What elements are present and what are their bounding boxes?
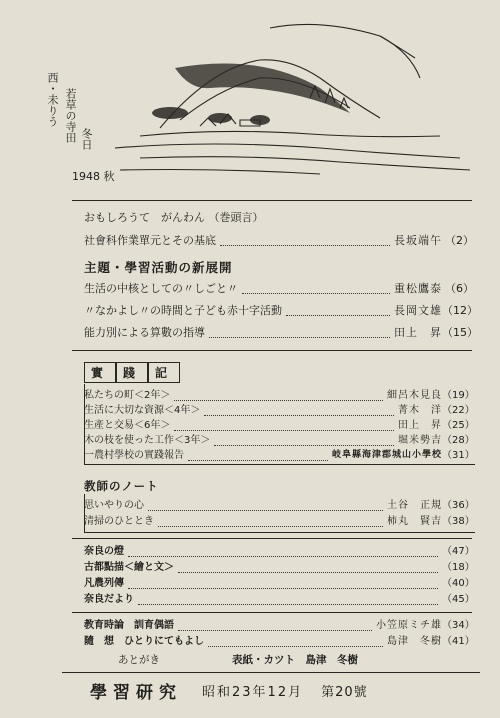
frontispiece-tag: （巻頭言）: [208, 211, 264, 224]
leader-dots: [214, 436, 394, 446]
toc-entry[interactable]: [84, 560, 474, 575]
issue-number: 第20號: [321, 684, 368, 700]
leader-dots: [174, 391, 383, 401]
leader-dots: [174, 421, 394, 431]
toc-entry[interactable]: [84, 403, 474, 418]
entry-title: 清掃のひととき: [84, 516, 154, 527]
theme-heading: 主題・學習活動の新展開: [84, 260, 233, 275]
entry-author: 土谷 正規: [387, 500, 442, 511]
entry-page: （34）: [442, 620, 475, 631]
jissen-heading: [84, 362, 180, 383]
entry-author: 重松鷹泰: [394, 282, 442, 295]
entry-title: 社會科作業單元とその基底: [84, 234, 216, 247]
entry-page: （45）: [442, 594, 475, 605]
sketch-inscription: [78, 128, 94, 150]
toc-entry[interactable]: [84, 498, 474, 513]
toc-entry[interactable]: [84, 388, 474, 403]
entry-title: 生產と交易＜6年＞: [84, 420, 171, 431]
entry-author: 長坂端午: [394, 234, 442, 247]
toc-entry[interactable]: [84, 618, 474, 633]
entry-author: 島津 冬樹: [387, 636, 442, 647]
inscription-line: 冬日: [80, 128, 93, 150]
leader-dots: [178, 563, 438, 573]
toc-entry[interactable]: [84, 514, 474, 529]
leader-dots: [178, 621, 372, 631]
toc-entry[interactable]: [84, 232, 474, 250]
jissen-char: 記: [148, 362, 180, 383]
sketch-inscription: [46, 72, 59, 127]
entry-page: （47）: [442, 546, 475, 557]
leader-dots: [158, 517, 383, 527]
toc-entry[interactable]: [84, 592, 474, 607]
entry-author: 細呂木見良: [387, 390, 442, 401]
leader-dots: [188, 451, 328, 461]
entry-author: 田上 昇: [394, 326, 442, 339]
entry-title: 生活に大切な資源＜4年＞: [84, 405, 201, 416]
toc-entry[interactable]: [84, 324, 478, 342]
toc-entry[interactable]: [84, 280, 474, 298]
entry-page: （25）: [442, 420, 475, 431]
entry-title: 私たちの町＜2年＞: [84, 390, 171, 401]
toc-entry[interactable]: [84, 544, 474, 559]
entry-page: （31）: [442, 450, 475, 461]
leader-dots: [204, 406, 394, 416]
entry-page: （12）: [442, 304, 478, 317]
inscription-line: 西・未りう: [46, 72, 59, 127]
entry-title: 奈良だより: [84, 594, 134, 605]
entry-page: （18）: [442, 562, 475, 573]
leader-dots: [242, 284, 390, 294]
leader-dots: [128, 579, 438, 589]
entry-author: 田上 昇: [398, 420, 442, 431]
entry-title: 古都點描＜繪と文＞: [84, 562, 174, 573]
divider: [72, 200, 472, 201]
notes-heading: 教師のノート: [84, 479, 159, 493]
sketch-inscription: [62, 88, 78, 143]
entry-page: （36）: [442, 500, 475, 511]
entry-page: （38）: [442, 516, 475, 527]
entry-page: （40）: [442, 578, 475, 589]
toc-entry[interactable]: [84, 433, 474, 448]
entry-author: 菁木 洋: [398, 405, 442, 416]
leader-dots: [209, 328, 390, 338]
toc-entry[interactable]: [84, 418, 474, 433]
entry-author: 柿丸 賢吉: [387, 516, 442, 527]
hillside-drawing-icon: [20, 8, 490, 193]
toc-entry[interactable]: [84, 634, 474, 649]
issue-date: 昭和23年12月: [202, 684, 304, 700]
entry-page: （6）: [445, 282, 474, 295]
entry-page: （28）: [442, 435, 475, 446]
entry-page: （22）: [442, 405, 475, 416]
entry-title: 木の枝を使った工作＜3年＞: [84, 435, 211, 446]
entry-title: 〃なかよし〃の時間と子ども赤十字活動: [84, 304, 282, 317]
toc-entry[interactable]: [84, 576, 474, 591]
jissen-char: 踐: [116, 362, 148, 383]
entry-page: （2）: [445, 234, 474, 247]
toc-entry[interactable]: [84, 302, 478, 320]
frontispiece-title: [84, 209, 264, 225]
divider: [72, 612, 472, 613]
landscape-sketch: [20, 8, 490, 193]
entry-title: 思いやりの心: [84, 500, 144, 511]
entry-page: （41）: [442, 636, 475, 647]
entry-page: （15）: [442, 326, 478, 339]
leader-dots: [208, 637, 383, 647]
entry-title: 能力別による算數の指導: [84, 326, 205, 339]
frontispiece-title-text: おもしろうて がんわん: [84, 211, 205, 224]
inscription-line: 若草の寺田: [64, 88, 77, 143]
leader-dots: [148, 501, 383, 511]
entry-page: （19）: [442, 390, 475, 401]
afterword-label: あとがき: [118, 654, 160, 666]
entry-author: 長岡文雄: [394, 304, 442, 317]
inscription-line: 1948 秋: [72, 170, 115, 183]
issue-footer: [62, 672, 480, 707]
sketch-inscription: [72, 168, 115, 184]
entry-title: 一農村學校の實踐報告: [84, 450, 184, 461]
entry-title: 隨 想 ひとりにてもよし: [84, 636, 204, 647]
magazine-title: 學習研究: [90, 682, 182, 703]
leader-dots: [220, 236, 390, 246]
entry-author: 岐阜縣海津郡城山小學校: [331, 450, 442, 460]
entry-author: 堀米勢吉: [398, 435, 442, 446]
toc-entry[interactable]: [84, 448, 474, 463]
leader-dots: [286, 306, 390, 316]
divider: [72, 350, 472, 351]
entry-title: 奈良の燈: [84, 546, 124, 557]
entry-author: 小笠原ミチ雄: [376, 620, 442, 631]
entry-title: 生活の中核としての〃しごと〃: [84, 282, 238, 295]
cover-credit: 表紙・カツト 島津 冬樹: [232, 654, 358, 666]
divider: [72, 538, 472, 539]
entry-title: 凡農列傳: [84, 578, 124, 589]
jissen-char: 實: [84, 362, 116, 383]
leader-dots: [128, 547, 438, 557]
leader-dots: [138, 595, 438, 605]
entry-title: 教育時論 訓育偶語: [84, 620, 174, 631]
